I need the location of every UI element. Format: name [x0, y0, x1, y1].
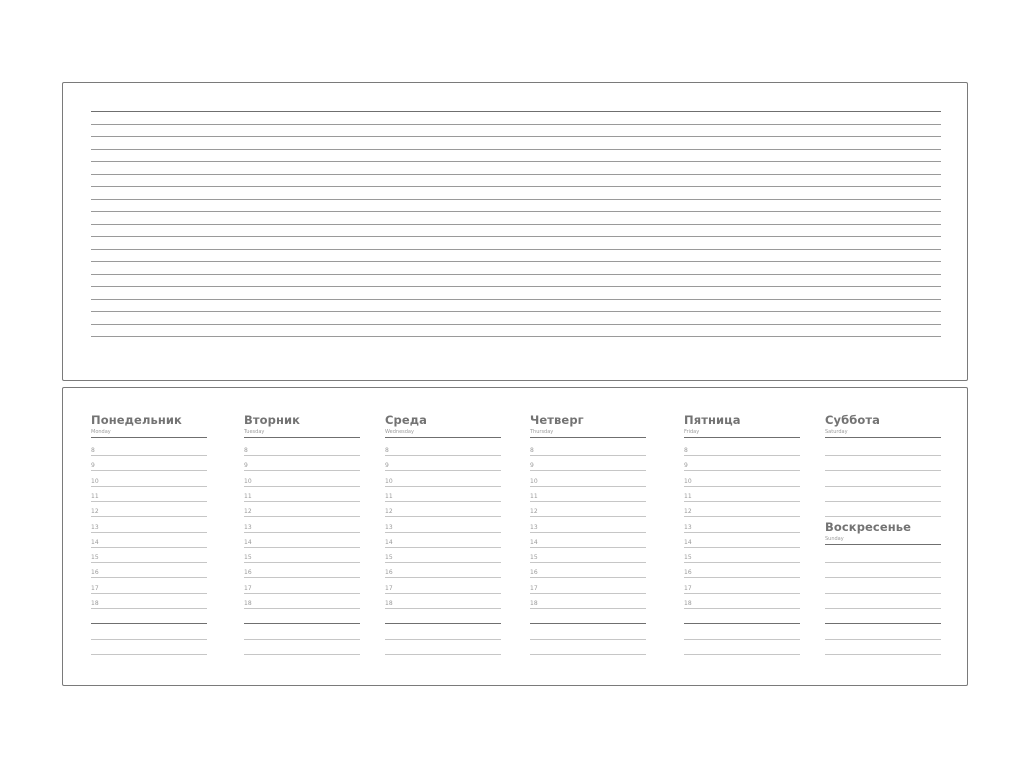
- day-header-rule: [684, 437, 800, 438]
- day-header-rule: [825, 437, 941, 438]
- hour-label: 12: [530, 508, 538, 516]
- hour-label: 18: [684, 600, 692, 607]
- day-note-line[interactable]: [244, 654, 360, 655]
- time-slot-line[interactable]: [244, 455, 360, 456]
- time-slot-line[interactable]: [530, 608, 646, 609]
- hour-label: 11: [385, 492, 393, 500]
- notes-panel: [62, 82, 968, 381]
- day-header-rule: [244, 437, 360, 438]
- time-slot-line[interactable]: [385, 470, 501, 471]
- notes-divider-rule: [91, 623, 207, 624]
- hour-label: 10: [385, 477, 393, 485]
- notes-divider-rule: [825, 623, 941, 624]
- time-slot-line[interactable]: [91, 577, 207, 578]
- hour-label: 10: [530, 477, 538, 485]
- time-slot-line[interactable]: [91, 532, 207, 533]
- note-line[interactable]: [91, 249, 941, 250]
- hour-label: 17: [385, 584, 393, 592]
- hour-label: 10: [684, 477, 692, 485]
- saturday-line[interactable]: [825, 470, 941, 471]
- time-slot-line[interactable]: [91, 455, 207, 456]
- day-note-line[interactable]: [385, 654, 501, 655]
- hour-label: 13: [530, 523, 538, 531]
- note-line[interactable]: [91, 161, 941, 162]
- note-line[interactable]: [91, 336, 941, 337]
- day-note-line[interactable]: [684, 654, 800, 655]
- time-slot-line[interactable]: [684, 547, 800, 548]
- time-slot-line[interactable]: [684, 577, 800, 578]
- day-name: Понедельник: [91, 413, 182, 427]
- hour-label: 18: [530, 600, 538, 607]
- day-english-name: Monday: [91, 429, 111, 435]
- time-slot-line[interactable]: [530, 577, 646, 578]
- time-slot-line[interactable]: [530, 470, 646, 471]
- day-note-line[interactable]: [530, 654, 646, 655]
- time-slot-line[interactable]: [684, 470, 800, 471]
- time-slot-line[interactable]: [244, 608, 360, 609]
- hour-label: 18: [91, 600, 99, 607]
- hour-label: 16: [91, 569, 99, 577]
- day-english-name: Sunday: [825, 536, 844, 542]
- note-line[interactable]: [91, 174, 941, 175]
- hour-label: 15: [91, 554, 99, 562]
- note-line[interactable]: [91, 111, 941, 112]
- note-line[interactable]: [91, 186, 941, 187]
- day-name: Вторник: [244, 413, 301, 427]
- hour-label: 8: [530, 447, 534, 454]
- hour-label: 10: [91, 477, 99, 485]
- hour-label: 16: [244, 569, 252, 577]
- time-slot-line[interactable]: [385, 577, 501, 578]
- time-slot-line[interactable]: [244, 470, 360, 471]
- day-header-rule: [825, 544, 941, 545]
- time-slot-line[interactable]: [244, 547, 360, 548]
- time-slot-line[interactable]: [530, 532, 646, 533]
- hour-label: 16: [684, 569, 692, 577]
- time-slot-line[interactable]: [91, 608, 207, 609]
- day-note-line[interactable]: [91, 639, 207, 640]
- time-slot-line[interactable]: [91, 486, 207, 487]
- time-slot-line[interactable]: [385, 532, 501, 533]
- hour-label: 14: [244, 538, 252, 546]
- hour-label: 16: [385, 569, 393, 577]
- hour-label: 11: [530, 492, 538, 500]
- hour-label: 13: [684, 523, 692, 531]
- time-slot-line[interactable]: [91, 516, 207, 517]
- time-slot-line[interactable]: [244, 516, 360, 517]
- day-english-name: Tuesday: [244, 429, 265, 435]
- hour-label: 9: [91, 462, 95, 470]
- time-slot-line[interactable]: [385, 501, 501, 502]
- hour-label: 8: [91, 447, 95, 454]
- saturday-line[interactable]: [825, 501, 941, 502]
- time-slot-line[interactable]: [91, 547, 207, 548]
- hour-label: 18: [385, 600, 393, 607]
- notes-divider-rule: [244, 623, 360, 624]
- time-slot-line[interactable]: [530, 455, 646, 456]
- time-slot-line[interactable]: [385, 562, 501, 563]
- day-name: Среда: [385, 413, 428, 427]
- day-english-name: Thursday: [530, 429, 554, 435]
- sunday-line[interactable]: [825, 562, 941, 563]
- hour-label: 18: [244, 600, 252, 607]
- hour-label: 12: [385, 508, 393, 516]
- hour-label: 14: [530, 538, 538, 546]
- time-slot-line[interactable]: [244, 577, 360, 578]
- note-line[interactable]: [91, 299, 941, 300]
- hour-label: 17: [91, 584, 99, 592]
- time-slot-line[interactable]: [684, 455, 800, 456]
- day-header-rule: [385, 437, 501, 438]
- hour-label: 12: [91, 508, 99, 516]
- hour-label: 16: [530, 569, 538, 577]
- hour-label: 8: [385, 447, 389, 454]
- hour-label: 17: [244, 584, 252, 592]
- day-english-name: Saturday: [825, 429, 848, 435]
- time-slot-line[interactable]: [244, 562, 360, 563]
- hour-label: 11: [244, 492, 252, 500]
- day-column-monday: [91, 413, 207, 673]
- hour-label: 9: [684, 462, 688, 470]
- hour-label: 8: [684, 447, 688, 454]
- note-line[interactable]: [91, 311, 941, 312]
- time-slot-line[interactable]: [530, 486, 646, 487]
- day-column-wednesday: [385, 413, 501, 673]
- hour-label: 13: [385, 523, 393, 531]
- day-note-line[interactable]: [244, 639, 360, 640]
- note-line[interactable]: [91, 324, 941, 325]
- day-column-friday: [684, 413, 800, 673]
- time-slot-line[interactable]: [385, 547, 501, 548]
- day-name: Четверг: [530, 413, 584, 427]
- saturday-line[interactable]: [825, 516, 941, 517]
- note-line[interactable]: [91, 286, 941, 287]
- time-slot-line[interactable]: [684, 501, 800, 502]
- time-slot-line[interactable]: [684, 532, 800, 533]
- hour-label: 14: [385, 538, 393, 546]
- hour-label: 12: [684, 508, 692, 516]
- hour-label: 14: [91, 538, 99, 546]
- note-line[interactable]: [91, 261, 941, 262]
- day-name: Пятница: [684, 413, 741, 427]
- day-note-line[interactable]: [825, 639, 941, 640]
- time-slot-line[interactable]: [244, 486, 360, 487]
- note-line[interactable]: [91, 224, 941, 225]
- time-slot-line[interactable]: [530, 516, 646, 517]
- day-column-thursday: [530, 413, 646, 673]
- time-slot-line[interactable]: [684, 516, 800, 517]
- day-note-line[interactable]: [385, 639, 501, 640]
- hour-label: 17: [684, 584, 692, 592]
- saturday-line[interactable]: [825, 455, 941, 456]
- week-schedule-panel: [62, 387, 968, 686]
- notes-divider-rule: [530, 623, 646, 624]
- time-slot-line[interactable]: [91, 501, 207, 502]
- hour-label: 11: [684, 492, 692, 500]
- time-slot-line[interactable]: [530, 547, 646, 548]
- time-slot-line[interactable]: [244, 532, 360, 533]
- saturday-line[interactable]: [825, 486, 941, 487]
- note-line[interactable]: [91, 199, 941, 200]
- hour-label: 8: [244, 447, 248, 454]
- time-slot-line[interactable]: [91, 593, 207, 594]
- note-line[interactable]: [91, 211, 941, 212]
- day-note-line[interactable]: [530, 639, 646, 640]
- note-line[interactable]: [91, 274, 941, 275]
- hour-label: 13: [244, 523, 252, 531]
- time-slot-line[interactable]: [530, 593, 646, 594]
- time-slot-line[interactable]: [91, 562, 207, 563]
- notes-divider-rule: [385, 623, 501, 624]
- hour-label: 9: [385, 462, 389, 470]
- hour-label: 9: [530, 462, 534, 470]
- time-slot-line[interactable]: [684, 562, 800, 563]
- day-header-rule: [530, 437, 646, 438]
- day-name: Воскресенье: [825, 520, 912, 534]
- day-english-name: Friday: [684, 429, 700, 435]
- time-slot-line[interactable]: [244, 593, 360, 594]
- notes-divider-rule: [684, 623, 800, 624]
- day-column-tuesday: [244, 413, 360, 673]
- day-name: Суббота: [825, 413, 881, 427]
- hour-label: 14: [684, 538, 692, 546]
- hour-label: 15: [684, 554, 692, 562]
- sunday-line[interactable]: [825, 577, 941, 578]
- hour-label: 15: [530, 554, 538, 562]
- time-slot-line[interactable]: [385, 608, 501, 609]
- hour-label: 15: [385, 554, 393, 562]
- time-slot-line[interactable]: [684, 593, 800, 594]
- day-column-weekend: [825, 413, 941, 673]
- note-line[interactable]: [91, 124, 941, 125]
- time-slot-line[interactable]: [244, 501, 360, 502]
- day-note-line[interactable]: [91, 654, 207, 655]
- note-line[interactable]: [91, 136, 941, 137]
- hour-label: 12: [244, 508, 252, 516]
- time-slot-line[interactable]: [530, 562, 646, 563]
- hour-label: 17: [530, 584, 538, 592]
- hour-label: 10: [244, 477, 252, 485]
- sunday-line[interactable]: [825, 593, 941, 594]
- day-note-line[interactable]: [684, 639, 800, 640]
- time-slot-line[interactable]: [91, 470, 207, 471]
- hour-label: 9: [244, 462, 248, 470]
- note-line[interactable]: [91, 149, 941, 150]
- hour-label: 13: [91, 523, 99, 531]
- time-slot-line[interactable]: [385, 486, 501, 487]
- time-slot-line[interactable]: [385, 455, 501, 456]
- time-slot-line[interactable]: [684, 608, 800, 609]
- hour-label: 15: [244, 554, 252, 562]
- day-note-line[interactable]: [825, 654, 941, 655]
- day-header-rule: [91, 437, 207, 438]
- time-slot-line[interactable]: [385, 593, 501, 594]
- note-line[interactable]: [91, 236, 941, 237]
- time-slot-line[interactable]: [530, 501, 646, 502]
- time-slot-line[interactable]: [684, 486, 800, 487]
- day-english-name: Wednesday: [385, 429, 414, 435]
- sunday-line[interactable]: [825, 608, 941, 609]
- hour-label: 11: [91, 492, 99, 500]
- time-slot-line[interactable]: [385, 516, 501, 517]
